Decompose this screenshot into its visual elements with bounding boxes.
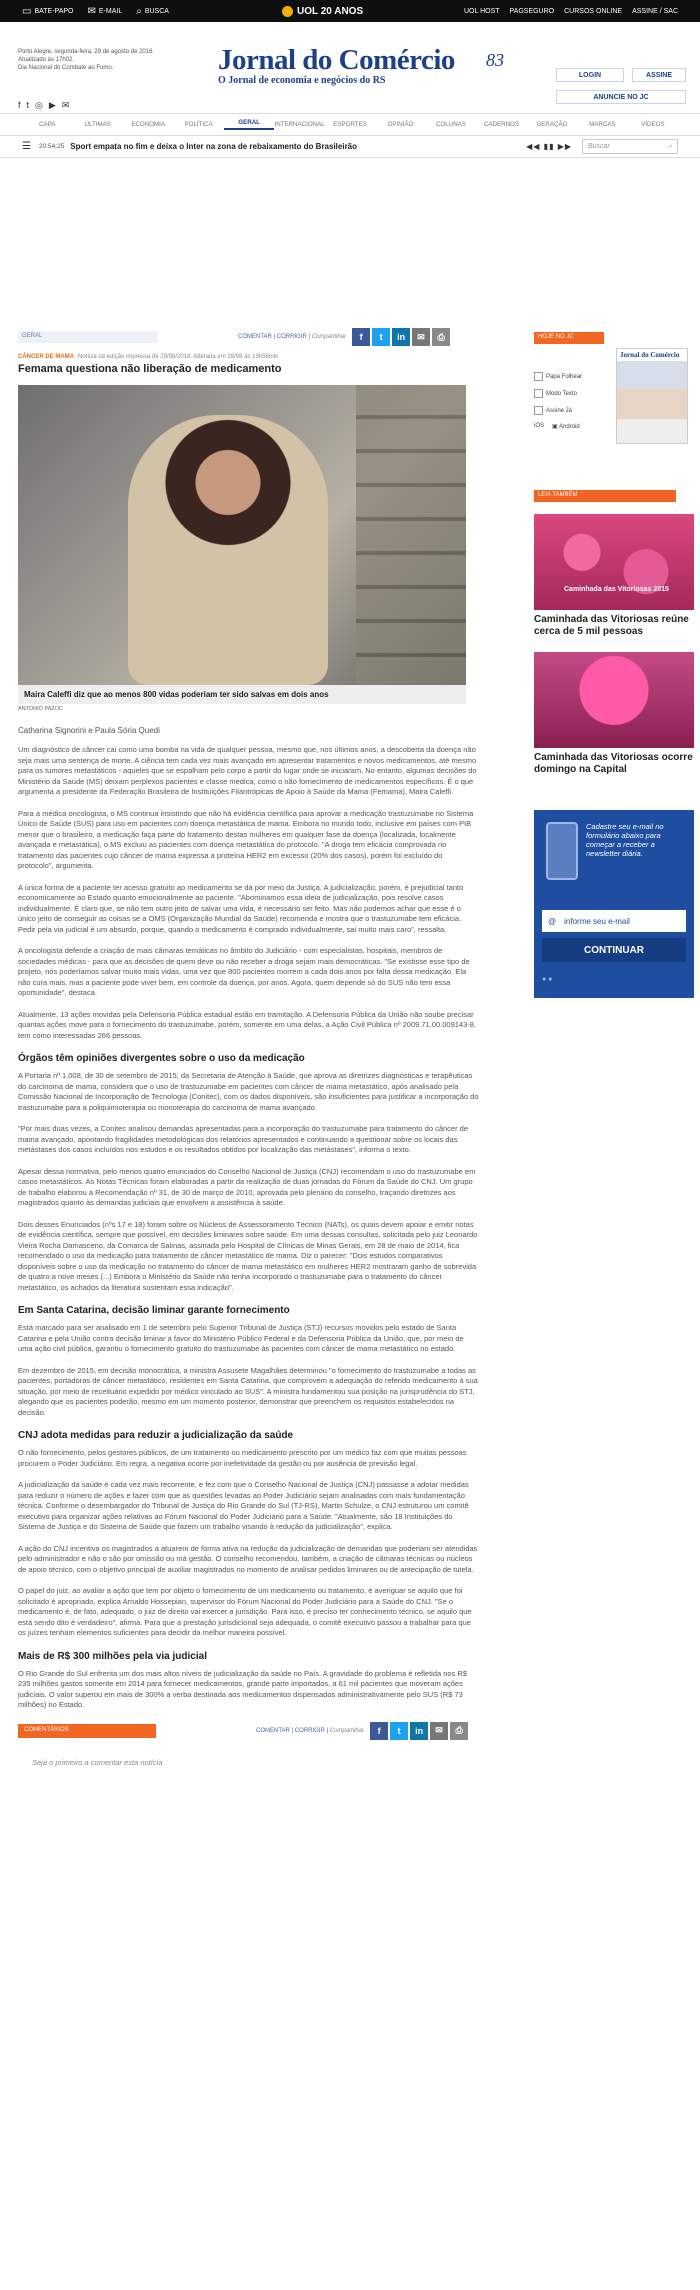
top-link[interactable]: PAGSEGURO [509, 7, 555, 15]
menu-icon[interactable]: ☰ [22, 141, 31, 152]
account-area [556, 68, 686, 104]
article-subheading: Em Santa Catarina, decisão liminar garante fornecimento [18, 1305, 290, 1316]
comment-link[interactable]: COMENTAR [238, 334, 272, 340]
twitter-share-icon[interactable]: t [390, 1722, 408, 1740]
date-info: Porto Alegre, segunda-feira, 29 de agosto de 2016. Atualizado às 17h02. Dia Nacional do Combate ao Fumo. [18, 49, 155, 71]
subscribe-button[interactable]: ASSINE [632, 68, 686, 82]
news-ticker [0, 136, 700, 158]
nav-item[interactable]: COLUNAS [436, 121, 466, 128]
section-label: GERAL [18, 331, 158, 343]
sidebar [534, 332, 694, 998]
article-paragraph: "Por mais duas vezes, a Conitec analisou demandas apresentadas para a incorporação do trastuzumabe para tratamento do câncer de mama avançado, apontando fragilidades metodológicas dos relatórios apresentados e continuando a questionar sobre os locais das metástases dos casos incluídos nos estudos e os resultados obtidos por localização das metástases", informa o texto. [18, 1124, 469, 1154]
first-comment-prompt: Seja o primeiro a comentar esta notícia [32, 1757, 163, 1767]
related-image[interactable] [534, 652, 694, 748]
article-paragraph: Dois desses Enunciados (nºs 17 e 18) foram sobre os Núcleos de Assessoramento Técnico (NATs), os quais devem apoiar e emitir notas de evidência científica, sempre que possível, em decisões liminares sobre saúde. Em uma dessas consultas, solicitada pelo juiz Leonardo Vieira Rocha Damasceno, da Comarca de Salinas, assinada pelo Hospital de Clínicas de Minas Gerais, em 28 de maio de 2014, fica recomendado o uso da medicação para tratamento de câncer metastático de mama. Diz o parecer: "Dois estudos comparativos disponíveis sobre o uso da medicação no tratamento do câncer de mama metastático em mulheres HER2 mostraram ganho de sobrevida de quatro a nove meses (...) Embora o Ministério da Saúde não tenha incorporado o trastuzumabe para o tratamento do câncer metastático, os achados da literatura sustentam essa indicação". [18, 1219, 478, 1292]
instagram-icon[interactable]: ◎ [35, 100, 43, 110]
nav-item[interactable]: ÚLTIMAS [84, 121, 111, 128]
nav-item[interactable]: VÍDEOS [641, 121, 665, 128]
uol-logo-icon [282, 6, 293, 17]
facebook-share-icon[interactable]: f [352, 328, 370, 346]
hoje-item-folhear[interactable]: Papa Folhear [534, 372, 616, 381]
article-category: CÂNCER DE MAMA [18, 354, 74, 360]
login-button[interactable]: LOGIN [556, 68, 624, 82]
mail-icon: ✉ [87, 5, 96, 17]
anniversary-badge: 83 [486, 50, 504, 70]
article-paragraph: A única forma de a paciente ter acesso gratuito ao medicamento se dá por meio da Justiça. A judicialização, porém, é prejudicial tanto economicamente ao Estado quanto emocionalmente ao paciente. "Abominamos essa ideia de judicialização, pois resolve casos individualmente. É claro que, se não tem outro jeito de salvar uma vida, é necessário ser feito. Mas não podemos achar que esse é o único jeito de conseguir as coisas se a OMS (Organização Mundial da Saúde) recomenda e mostra que o trastuzumabe tem eficácia. Pedir pela via judicial é um absurdo, porque, quando o medicamento é comprado individualmente, sai muito mais caro", ressalta. [18, 882, 464, 934]
article-paragraph: O Rio Grande do Sul enfrenta um dos mais altos níveis de judicialização da saúde no País. A gravidade do problema é refletida nos R$ 235 milhões gastos somente em 2014 para fornecer medicamentos, grande parte importados, a 61 mil pacientes que moveram ações judiciais. O valor superou em mais de 300% a verba destinada aos medicamentos dispensados administrativamente pelo SUS (R$ 73 milhões) no Estado. [18, 1668, 468, 1709]
advertise-button[interactable]: ANUNCIE NO JC [556, 90, 686, 104]
site-header [0, 22, 700, 114]
twitter-icon[interactable]: t [26, 100, 30, 110]
nav-item[interactable]: MARCAS [589, 121, 616, 128]
search-input[interactable]: Buscar ⌕ [582, 139, 678, 154]
text-icon [534, 389, 543, 398]
article [18, 328, 480, 1767]
comment-link[interactable]: COMENTAR [256, 1727, 290, 1734]
ticker-time: 20:54:25 [38, 143, 65, 150]
article-tools: COMENTAR | CORRIGIR | Compartilhar [238, 334, 347, 340]
email-link[interactable]: ✉ E-MAIL [87, 5, 123, 17]
facebook-icon[interactable]: f [18, 100, 21, 110]
nav-item[interactable]: POLÍTICA [184, 121, 213, 128]
nav-item[interactable]: CAPA [39, 121, 56, 128]
newsletter-box [534, 810, 694, 998]
hoje-item-text[interactable]: Modo Texto [534, 389, 616, 398]
article-subheading: Órgãos têm opiniões divergentes sobre o uso da medicação [18, 1053, 305, 1064]
article-paragraph: Para a médica oncologista, o MS continua insistindo que não há evidência científica para aprovar a medicação trastuzumabe no Sistema Único de Saúde (SUS) para uso em pacientes com doença metastática de mama. Embora no mundo todo, inclusive em países com PIB menor que o brasileiro, a medicação faça parte do tratamento destas mulheres em qualquer fase da doença (localizada, localmente avançada e metastática), o MS excluiu as pacientes com doença metastática do protocolo. "A droga tem eficácia comprovada no tratamento das pacientes cujo câncer de mama expressa a proteína HER2 em excesso (20% dos casos), porém foi excluído do protocolo", argumenta. [18, 808, 474, 870]
nav-item[interactable]: GERAL [224, 119, 274, 130]
hoje-label: HOJE NO JC [534, 332, 604, 344]
phone-icon [546, 822, 578, 880]
email-share-icon[interactable]: ✉ [430, 1722, 448, 1740]
email-share-icon[interactable]: ✉ [412, 328, 430, 346]
article-subheading: CNJ adota medidas para reduzir a judicialização da saúde [18, 1430, 294, 1441]
linkedin-share-icon[interactable]: in [410, 1722, 428, 1740]
search-icon: ⌕ [668, 142, 672, 150]
article-body [18, 745, 480, 1711]
article-paragraph: Apesar dessa normativa, pelo menos quatro enunciados do Conselho Nacional de Justiça (CNJ) recomendam o uso do trastuzumabe em casos metastáticos. As Notas Técnicas foram elaboradas a partir da realização de duas jornadas do Fórum da Saúde do CNJ. Um grupo de trabalho elaborou a Recomendação nº 31, de 30 de março de 2010, aprovada pelo plenário do conselho, traçando diretrizes aos magistrados quanto às demandas judiciais que envolvem a assistência à saúde. [18, 1166, 476, 1207]
print-icon[interactable]: ⎙ [432, 328, 450, 346]
search-icon: ⌕ [136, 5, 142, 17]
newspaper-cover[interactable]: Jornal do Comércio [616, 348, 688, 444]
article-title: Femama questiona não liberação de medicamento [18, 363, 282, 375]
twitter-share-icon[interactable]: t [372, 328, 390, 346]
uol-brand[interactable]: UOL 20 ANOS [282, 6, 464, 17]
leia-tambem-label: LEIA TAMBÉM [534, 490, 676, 502]
ticker-headline[interactable]: Sport empata no fim e deixa o Inter na zona de rebaixamento do Brasileirão [70, 142, 358, 151]
related-image[interactable]: Caminhada das Vitoriosas 2015 [534, 514, 694, 610]
article-paragraph: A ação do CNJ incentiva os magistrados a atuarem de forma ativa na redução da judicialização de demandas que poderiam ser atendidas pelo administrador e não o são por omissão ou má gestão. O conselho recomendou, também, a criação de câmaras técnicas ou núcleos de apoio técnico, com o objetivo principal de auxiliar magistrados no momento de analisar pedidos liminares ou de antecipação de tutela. [18, 1543, 478, 1574]
article-paragraph: A oncologista defende a criação de mais câmaras temáticas no âmbito do Judiciário - com especialistas, hospitais, membros de sociedades médicas - para que as decisões de quem deve ou não receber a droga sejam mais democráticas. "Se existisse esse tipo de projeto, nós poderíamos salvar muito mais vidas, uma vez que 800 pacientes morrem a cada dois anos por falta dessa medicação. Ela não cura mais, mas a paciente pode viver bem, em controle da doença, por anos. Agora, quem depende só do SUS não tem essa oportunidade", destaca. [18, 946, 470, 997]
fix-link[interactable]: CORRIGIR [276, 334, 307, 340]
nav-item[interactable]: CADERNOS [483, 121, 519, 128]
email-icon[interactable]: ✉ [61, 100, 70, 110]
nav-item[interactable]: ECONOMIA [131, 121, 166, 128]
page-icon [534, 372, 543, 381]
nav-item[interactable]: GERAÇÃO [536, 121, 568, 128]
uol-top-bar [0, 0, 700, 22]
related-title[interactable]: Caminhada das Vitoriosas reúne cerca de 5 mil pessoas [534, 614, 689, 637]
article-paragraph: O não fornecimento, pelos gestores públicos, de um tratamento ou medicamento prescrito por um médico faz com que muitas pessoas procurem o Poder Judiciário. Em regra, a negativa ocorre por inefetividade da gestão ou por ausência de previsão legal. [18, 1448, 467, 1468]
fix-link[interactable]: CORRIGIR [294, 1727, 325, 1734]
top-link[interactable]: UOL HOST [463, 7, 500, 15]
facebook-share-icon[interactable]: f [370, 1722, 388, 1740]
social-links [18, 100, 69, 111]
photo-caption: Maira Caleffi diz que ao menos 800 vidas poderiam ter sido salvas em dois anos [18, 685, 466, 704]
nav-item[interactable]: OPINIÃO [387, 121, 414, 128]
article-meta: Notícia da edição impressa de 29/08/2016. Alterada em 28/08 às 19h58min [78, 354, 279, 360]
site-logo[interactable]: Jornal do Comércio O Jornal de economia e negócios do RS 83 [218, 44, 504, 86]
newsletter-email-input[interactable]: @ informe seu e-mail [542, 910, 686, 932]
youtube-icon[interactable]: ▶ [48, 100, 56, 110]
article-paragraph: Atualmente, 13 ações movidas pela Defensoria Pública estadual estão em tramitação. A Defensoria Pública da União não soube precisar quantas ações move para o fornecimento do trastuzumabe, porém, somente em uma delas, a Ação Civil Pública nº 2009.71.00.009143-8, tem como interessadas 266 pessoas. [18, 1009, 477, 1040]
android-icon: ▣ [552, 424, 558, 430]
article-paragraph: Um diagnóstico de câncer cai como uma bomba na vida de qualquer pessoa, mesmo que, nos últimos anos, a descoberta da doença não seja mais uma sentença de morte. A ciência tem cada vez mais avançado em apresentar tratamentos e novos medicamentos, até mesmo para os tumores metastáticos - aqueles que se espalham pelo corpo a partir do lugar onde se iniciaram. No entanto, algumas decisões do Ministério da Saúde (MS) deixam perplexos pacientes e classe médica, como o não fornecimento de medicamentos específicos. É o que argumenta a presidente da Federação Brasileira de Instituições Filantrópicas de Apoio à Saúde da Mama (Femama), Maira Caleffi. [18, 745, 477, 796]
ticker-controls[interactable]: ◀◀ ▮▮ ▶▶ [526, 142, 572, 151]
subscribe-icon [534, 406, 543, 415]
article-subheading: Mais de R$ 300 milhões pela via judicial [18, 1650, 207, 1662]
nav-item[interactable]: ESPORTES [333, 121, 367, 128]
top-link[interactable]: ASSINE / SAC [632, 7, 678, 15]
article-photo [18, 385, 466, 685]
article-authors: Catharina Signorini e Paula Sória Quedi [18, 726, 160, 735]
article-tools-bottom: COMENTAR | CORRIGIR | Compartilhar [256, 1727, 365, 1734]
at-icon: @ [548, 916, 557, 926]
chat-icon: ▭ [22, 5, 32, 17]
newsletter-text: Cadastre seu e-mail no formulário abaixo para começar a receber a newsletter diária. [586, 822, 664, 858]
carousel-dots[interactable]: ● ● [542, 976, 553, 983]
article-paragraph: Em dezembro de 2015, em decisão monocrática, a ministra Assusete Magalhães determinou "o fornecimento do trastuzumabe a todas as pacientes, portadoras de câncer metastático, residentes em Santa Catarina, que comprovem a adequação do referido medicamento à sua situação, por meio de receituário expedido por médico vinculado ao SUS". A ministra fundamentou sua posição na jurisprudência do STJ, alegando que os pacientes poderão, mesmo em um momento posterior, demonstrar que preenchem os requisitos estabelecidos na decisão. [18, 1365, 478, 1417]
print-icon[interactable]: ⎙ [450, 1722, 468, 1740]
search-link[interactable]: ⌕ BUSCA [136, 5, 169, 17]
main-nav [0, 114, 700, 136]
ios-app-link[interactable]: iOS [534, 423, 545, 429]
android-app-link[interactable]: ▣ Android [552, 424, 580, 430]
top-link[interactable]: CURSOS ONLINE [564, 7, 623, 15]
newsletter-continue-button[interactable]: CONTINUAR [542, 938, 686, 962]
article-paragraph: A judicialização da saúde é cada vez mais recorrente, e fez com que o Conselho Nacional de Justiça (CNJ) passasse a adotar medidas para reduzir o número de ações e fazer com que as questões levadas ao Poder Judiciário sejam analisadas com mais fundamentação técnica. Conforme o desembargador do Tribunal de Justiça do Rio Grande do Sul (TJ-RS), Martin Schulze, o CNJ estruturou um comitê executivo para organizar ações relativas ao Fórum Nacional do Poder Judiciário para a Saúde. "Atualmente, são 18 Instituições do Sistema de Justiça e do Sistema de Saúde que fazem um trabalho visando à redução da judicialização", explica. [18, 1480, 469, 1531]
related-title[interactable]: Caminhada das Vitoriosas ocorre domingo na Capital [534, 752, 693, 775]
linkedin-share-icon[interactable]: in [392, 328, 410, 346]
article-paragraph: Está marcado para ser analisado em 1 de setembro pelo Superior Tribunal de Justiça (STJ) recursos movidos pelo estado de Santa Catarina e pela União contra decisão liminar a favor do Ministério Público Federal e da Defensoria Pública da União, que, por meio de uma ação civil pública, garantiu o fornecimento gratuito do trastuzumabe às pacientes com câncer de mama metastático no estado. [18, 1323, 464, 1353]
comments-label: COMENTÁRIOS [18, 1724, 156, 1738]
hoje-item-subscribe[interactable]: Assine Já [534, 406, 616, 415]
article-paragraph: O papel do juiz, ao avaliar a ação que tem por objeto o fornecimento de um medicamento ou tratamento, é averiguar se aquilo que foi solicitado é apropriado, explica Arnaldo Hossepian, supervisor do Fórum Nacional do Poder Judiciário para a Saúde do CNJ. "Se o medicamento é, de fato, adequado, o juiz de direito vai exercer a jurisdição. Para isso, é preciso ter conhecimento técnico, se aquilo que está sendo dito é verdadeiro", afirma. Para que a prestação jurisdicional seja adequada, o comitê executivo passou a trabalhar para que os juízes tenham elementos suficientes para decidir da melhor maneira possível. [18, 1586, 472, 1637]
article-paragraph: A Portaria nº 1.008, de 30 de setembro de 2015, da Secretaria de Atenção à Saúde, que aprova as diretrizes diagnósticas e terapêuticas do carcinoma de mama, considera que o uso de trastuzumabe em pacientes com câncer de mama metastático, após analisado pela Comissão Nacional de Incorporação de Tecnologia (Conitec), com os dados disponíveis, são insuficientes para justificar a incorporação do trastuzumabe para a poliquimioterapia ou monoterapia do carcinoma de mama avançado. [18, 1071, 479, 1112]
photo-credit: ANTONIO PAZ/JC [18, 706, 64, 712]
share-buttons-bottom [370, 1722, 468, 1740]
nav-item[interactable]: INTERNACIONAL [274, 121, 325, 128]
share-buttons [352, 328, 450, 346]
chat-link[interactable]: ▭ BATE-PAPO [22, 5, 74, 17]
